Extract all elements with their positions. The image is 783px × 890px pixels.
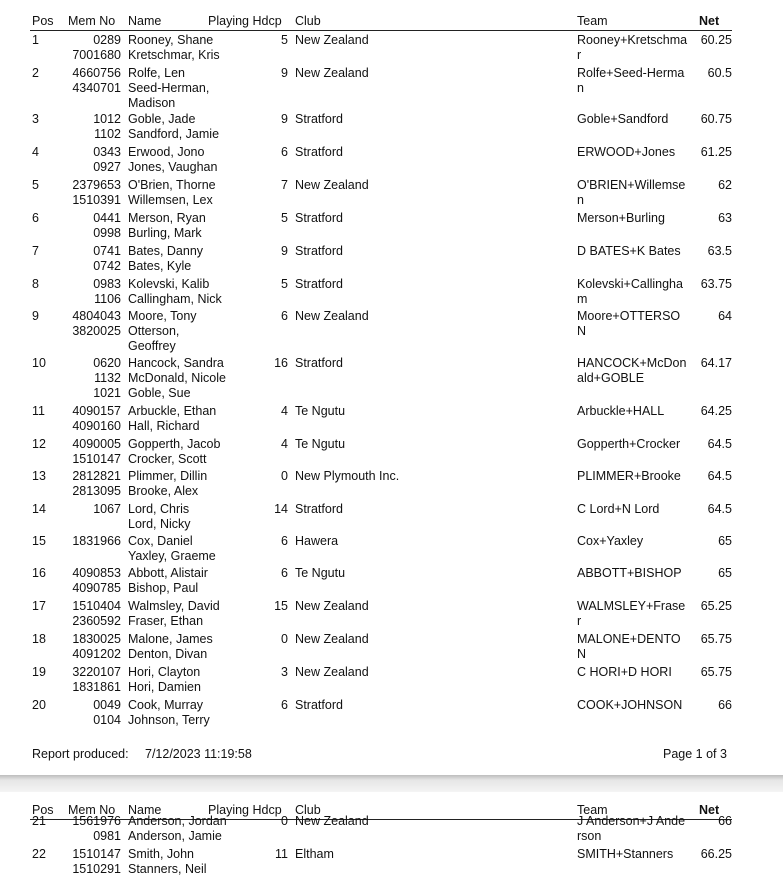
player-name-cell	[128, 632, 213, 662]
position-cell: 9	[32, 309, 39, 323]
player-name: Johnson, Terry	[128, 713, 210, 727]
position-cell: 22	[32, 847, 46, 861]
playing-hdcp-cell: 7	[281, 178, 288, 192]
member-no: 1510291	[72, 862, 121, 876]
member-no-cell	[60, 665, 121, 695]
player-name: Merson, Ryan	[128, 211, 206, 225]
player-name: Brooke, Alex	[128, 484, 199, 498]
team-cell: Cox+Yaxley	[577, 534, 644, 548]
club-cell: New Zealand	[295, 178, 369, 192]
player-name: Bates, Kyle	[128, 259, 192, 273]
report-page-2	[0, 792, 783, 890]
col-mem-header: Mem No	[68, 803, 116, 817]
player-name: Madison	[128, 96, 176, 110]
net-cell: 66.25	[700, 847, 732, 861]
player-name: O'Brien, Thorne	[128, 178, 216, 192]
team-cell: Rolfe+Seed-Herman	[577, 66, 685, 95]
net-cell: 66	[718, 814, 732, 828]
col-club-header: Club	[295, 803, 321, 817]
col-net-header: Net	[699, 803, 720, 817]
net-cell: 64.17	[700, 356, 732, 370]
playing-hdcp-cell: 9	[281, 112, 288, 126]
player-name-cell	[128, 437, 220, 467]
position-cell: 3	[32, 112, 39, 126]
member-no: 4090785	[72, 581, 121, 595]
header-rule	[30, 30, 732, 31]
player-name: Bishop, Paul	[128, 581, 199, 595]
player-name: Anderson, Jamie	[128, 829, 222, 843]
player-name-cell	[128, 356, 226, 401]
playing-hdcp-cell: 0	[281, 469, 288, 483]
member-no: 2812821	[72, 469, 121, 483]
member-no: 3820025	[72, 324, 121, 338]
net-cell: 64.5	[707, 502, 732, 516]
club-cell: Stratford	[295, 145, 343, 159]
player-name: Burling, Mark	[128, 226, 202, 240]
col-team-header: Team	[577, 14, 608, 28]
position-cell: 2	[32, 66, 39, 80]
net-cell: 64.25	[700, 404, 732, 418]
player-name: Geoffrey	[128, 339, 176, 353]
member-no: 0742	[93, 259, 121, 273]
position-cell: 19	[32, 665, 46, 679]
playing-hdcp-cell: 6	[281, 309, 288, 323]
position-cell: 4	[32, 145, 39, 159]
player-name-cell	[128, 404, 216, 434]
playing-hdcp-cell: 11	[275, 847, 288, 861]
report-footer	[0, 746, 783, 762]
net-cell: 65	[718, 566, 732, 580]
club-cell: New Plymouth Inc.	[295, 469, 400, 483]
position-cell: 7	[32, 244, 39, 258]
team-cell: Merson+Burling	[577, 211, 665, 225]
player-name-cell	[128, 698, 210, 728]
playing-hdcp-cell: 6	[281, 566, 288, 580]
team-cell: PLIMMER+Brooke	[577, 469, 681, 483]
member-no: 0927	[93, 160, 121, 174]
net-cell: 64.5	[707, 437, 732, 451]
net-cell: 63.75	[700, 277, 732, 291]
member-no-cell	[60, 566, 121, 596]
player-name-cell	[128, 33, 220, 63]
player-name: Abbott, Alistair	[128, 566, 208, 580]
team-cell: J Anderson+J Anderson	[577, 814, 686, 843]
member-no: 1510391	[72, 193, 121, 207]
position-cell: 12	[32, 437, 46, 451]
club-cell: Eltham	[295, 847, 334, 861]
member-no-cell	[60, 112, 121, 142]
net-cell: 65.75	[700, 632, 732, 646]
col-name-header: Name	[128, 803, 162, 817]
player-name: Rooney, Shane	[128, 33, 214, 47]
col-hdcp-header: Playing Hdcp	[208, 803, 282, 817]
player-name-cell	[128, 309, 197, 354]
position-cell: 10	[32, 356, 46, 370]
club-cell: Stratford	[295, 244, 343, 258]
club-cell: New Zealand	[295, 632, 369, 646]
player-name-cell	[128, 534, 216, 564]
player-name: Rolfe, Len	[128, 66, 185, 80]
team-cell: HANCOCK+McDonald+GOBLE	[577, 356, 687, 385]
net-cell: 63.5	[707, 244, 732, 258]
member-no: 1067	[93, 502, 121, 516]
member-no: 1510404	[72, 599, 121, 613]
player-name-cell	[128, 145, 217, 175]
player-name: Arbuckle, Ethan	[128, 404, 217, 418]
col-club-header: Club	[295, 14, 321, 28]
col-name-header: Name	[128, 14, 162, 28]
report-produced-label: Report produced:	[32, 747, 129, 761]
player-name: Plimmer, Dillin	[128, 469, 208, 483]
team-cell: Goble+Sandford	[577, 112, 669, 126]
playing-hdcp-cell: 0	[281, 814, 288, 828]
member-no: 1561976	[72, 814, 121, 828]
team-cell: WALMSLEY+Fraser	[577, 599, 686, 628]
club-cell: Te Ngutu	[295, 437, 346, 451]
playing-hdcp-cell: 5	[281, 33, 288, 47]
member-no: 2360592	[72, 614, 121, 628]
player-name: McDonald, Nicole	[128, 371, 226, 385]
position-cell: 16	[32, 566, 46, 580]
net-cell: 64	[718, 309, 732, 323]
net-cell: 62	[718, 178, 732, 192]
playing-hdcp-cell: 16	[274, 356, 288, 370]
position-cell: 13	[32, 469, 46, 483]
player-name: Bates, Danny	[128, 244, 204, 258]
player-name-cell	[128, 66, 209, 111]
player-name: Erwood, Jono	[128, 145, 205, 159]
team-cell: Moore+OTTERSON	[577, 309, 681, 338]
page-break	[0, 775, 783, 792]
net-cell: 65.75	[700, 665, 732, 679]
player-name-cell	[128, 502, 191, 532]
player-name: Moore, Tony	[128, 309, 197, 323]
position-cell: 1	[32, 33, 39, 47]
player-name-cell	[128, 244, 203, 274]
club-cell: Te Ngutu	[295, 566, 346, 580]
member-no: 3220107	[72, 665, 121, 679]
position-cell: 20	[32, 698, 46, 712]
col-pos-header: Pos	[32, 14, 54, 28]
team-cell: SMITH+Stanners	[577, 847, 674, 861]
col-team-header: Team	[577, 803, 608, 817]
playing-hdcp-cell: 6	[281, 698, 288, 712]
member-no-cell	[60, 356, 121, 401]
member-no: 7001680	[72, 48, 121, 62]
member-no: 4660756	[72, 66, 121, 80]
net-cell: 65	[718, 534, 732, 548]
player-name: Goble, Jade	[128, 112, 196, 126]
member-no: 1830025	[72, 632, 121, 646]
playing-hdcp-cell: 5	[281, 211, 288, 225]
col-hdcp-header: Playing Hdcp	[208, 14, 282, 28]
club-cell: New Zealand	[295, 814, 369, 828]
player-name: Hori, Damien	[128, 680, 201, 694]
player-name: Hancock, Sandra	[128, 356, 224, 370]
player-name: Hall, Richard	[128, 419, 200, 433]
club-cell: Stratford	[295, 502, 343, 516]
member-no: 1510147	[72, 452, 121, 466]
member-no: 0049	[93, 698, 121, 712]
club-cell: New Zealand	[295, 66, 369, 80]
page-number: Page 1 of 3	[663, 747, 727, 761]
member-no: 4091202	[72, 647, 121, 661]
member-no: 4804043	[72, 309, 121, 323]
member-no: 0441	[93, 211, 121, 225]
team-cell: O'BRIEN+Willemsen	[577, 178, 686, 207]
member-no: 4090005	[72, 437, 121, 451]
player-name: Jones, Vaughan	[128, 160, 218, 174]
member-no: 1102	[94, 127, 121, 141]
club-cell: Stratford	[295, 356, 343, 370]
playing-hdcp-cell: 5	[281, 277, 288, 291]
table-header	[0, 13, 783, 29]
member-no: 1831966	[72, 534, 121, 548]
player-name: Lord, Chris	[128, 502, 190, 516]
playing-hdcp-cell: 6	[281, 145, 288, 159]
member-no: 1021	[93, 386, 121, 400]
club-cell: Stratford	[295, 211, 343, 225]
member-no-cell	[60, 437, 121, 467]
team-cell: C HORI+D HORI	[577, 665, 672, 679]
playing-hdcp-cell: 4	[281, 404, 288, 418]
player-name: Smith, John	[128, 847, 195, 861]
member-no: 0620	[93, 356, 121, 370]
player-name-cell	[128, 566, 208, 596]
player-name-cell	[128, 847, 207, 877]
player-name: Cook, Murray	[128, 698, 204, 712]
col-net-header: Net	[699, 14, 720, 28]
net-cell: 65.25	[700, 599, 732, 613]
player-name: Crocker, Scott	[128, 452, 207, 466]
playing-hdcp-cell: 3	[281, 665, 288, 679]
player-name: Seed-Herman,	[128, 81, 210, 95]
member-no-cell	[60, 211, 121, 241]
playing-hdcp-cell: 9	[281, 244, 288, 258]
position-cell: 14	[32, 502, 46, 516]
player-name-cell	[128, 211, 206, 241]
member-no: 1012	[93, 112, 121, 126]
member-no-cell	[60, 33, 121, 63]
position-cell: 8	[32, 277, 39, 291]
player-name-cell	[128, 112, 219, 142]
club-cell: New Zealand	[295, 309, 369, 323]
member-no: 0998	[93, 226, 121, 240]
member-no-cell	[60, 847, 121, 877]
position-cell: 18	[32, 632, 46, 646]
member-no-cell	[60, 469, 121, 499]
team-cell: Rooney+Kretschmar	[577, 33, 688, 62]
player-name: Lord, Nicky	[128, 517, 191, 531]
member-no: 1831861	[72, 680, 121, 694]
club-cell: New Zealand	[295, 665, 369, 679]
member-no-cell	[60, 404, 121, 434]
member-no-cell	[60, 599, 121, 629]
playing-hdcp-cell: 0	[281, 632, 288, 646]
player-name: Kretschmar, Kris	[128, 48, 220, 62]
player-name-cell	[128, 178, 216, 208]
player-name: Yaxley, Graeme	[128, 549, 216, 563]
playing-hdcp-cell: 6	[281, 534, 288, 548]
team-cell: MALONE+DENTON	[577, 632, 681, 661]
team-cell: C Lord+N Lord	[577, 502, 660, 516]
club-cell: New Zealand	[295, 33, 369, 47]
member-no: 4340701	[72, 81, 121, 95]
player-name: Fraser, Ethan	[128, 614, 204, 628]
member-no: 1132	[94, 371, 121, 385]
player-name: Anderson, Jordan	[128, 814, 227, 828]
position-cell: 21	[32, 814, 46, 828]
member-no-cell	[60, 277, 121, 307]
playing-hdcp-cell: 4	[281, 437, 288, 451]
player-name: Stanners, Neil	[128, 862, 207, 876]
member-no: 4090160	[72, 419, 121, 433]
club-cell: New Zealand	[295, 599, 369, 613]
position-cell: 15	[32, 534, 46, 548]
team-cell: ERWOOD+Jones	[577, 145, 676, 159]
member-no: 0981	[93, 829, 121, 843]
member-no-cell	[60, 534, 121, 549]
position-cell: 6	[32, 211, 39, 225]
net-cell: 66	[718, 698, 732, 712]
club-cell: Stratford	[295, 698, 343, 712]
player-name-cell	[128, 814, 227, 844]
player-name-cell	[128, 599, 220, 629]
team-cell: D BATES+K Bates	[577, 244, 681, 258]
player-name: Sandford, Jamie	[128, 127, 220, 141]
player-name: Goble, Sue	[128, 386, 191, 400]
member-no: 0343	[93, 145, 121, 159]
net-cell: 64.5	[707, 469, 732, 483]
net-cell: 61.25	[700, 145, 732, 159]
position-cell: 11	[32, 404, 45, 418]
playing-hdcp-cell: 9	[281, 66, 288, 80]
member-no: 4090157	[72, 404, 121, 418]
player-name: Gopperth, Jacob	[128, 437, 221, 451]
club-cell: Stratford	[295, 277, 343, 291]
team-cell: Arbuckle+HALL	[577, 404, 665, 418]
member-no: 0289	[93, 33, 121, 47]
player-name: Walmsley, David	[128, 599, 220, 613]
club-cell: Hawera	[295, 534, 339, 548]
member-no: 2379653	[72, 178, 121, 192]
member-no-cell	[60, 244, 121, 274]
member-no-cell	[60, 66, 121, 96]
player-name: Malone, James	[128, 632, 213, 646]
member-no-cell	[60, 632, 121, 662]
member-no: 0983	[93, 277, 121, 291]
team-cell: Gopperth+Crocker	[577, 437, 681, 451]
member-no-cell	[60, 145, 121, 175]
team-cell: COOK+JOHNSON	[577, 698, 683, 712]
club-cell: Stratford	[295, 112, 343, 126]
member-no: 2813095	[72, 484, 121, 498]
player-name-cell	[128, 665, 201, 695]
player-name: Kolevski, Kalib	[128, 277, 210, 291]
team-cell: ABBOTT+BISHOP	[577, 566, 682, 580]
col-pos-header: Pos	[32, 803, 54, 817]
member-no-cell	[60, 309, 121, 339]
player-name: Callingham, Nick	[128, 292, 222, 306]
member-no: 0104	[93, 713, 121, 727]
net-cell: 60.25	[700, 33, 732, 47]
net-cell: 60.5	[707, 66, 732, 80]
member-no: 0741	[93, 244, 121, 258]
playing-hdcp-cell: 15	[274, 599, 288, 613]
member-no-cell	[60, 698, 121, 728]
col-mem-header: Mem No	[68, 14, 116, 28]
player-name-cell	[128, 469, 207, 499]
playing-hdcp-cell: 14	[274, 502, 288, 516]
net-cell: 60.75	[700, 112, 732, 126]
player-name: Cox, Daniel	[128, 534, 193, 548]
member-no-cell	[60, 178, 121, 208]
player-name-cell	[128, 277, 222, 307]
member-no: 1106	[94, 292, 121, 306]
report-datetime: 7/12/2023 11:19:58	[145, 747, 252, 761]
player-name: Willemsen, Lex	[128, 193, 213, 207]
player-name: Otterson,	[128, 324, 180, 338]
position-cell: 17	[32, 599, 46, 613]
club-cell: Te Ngutu	[295, 404, 346, 418]
team-cell: Kolevski+Callingham	[577, 277, 683, 306]
position-cell: 5	[32, 178, 39, 192]
member-no: 4090853	[72, 566, 121, 580]
player-name: Denton, Divan	[128, 647, 208, 661]
net-cell: 63	[718, 211, 732, 225]
member-no: 1510147	[72, 847, 121, 861]
member-no-cell	[60, 814, 121, 844]
player-name: Hori, Clayton	[128, 665, 201, 679]
member-no-cell	[60, 502, 121, 517]
